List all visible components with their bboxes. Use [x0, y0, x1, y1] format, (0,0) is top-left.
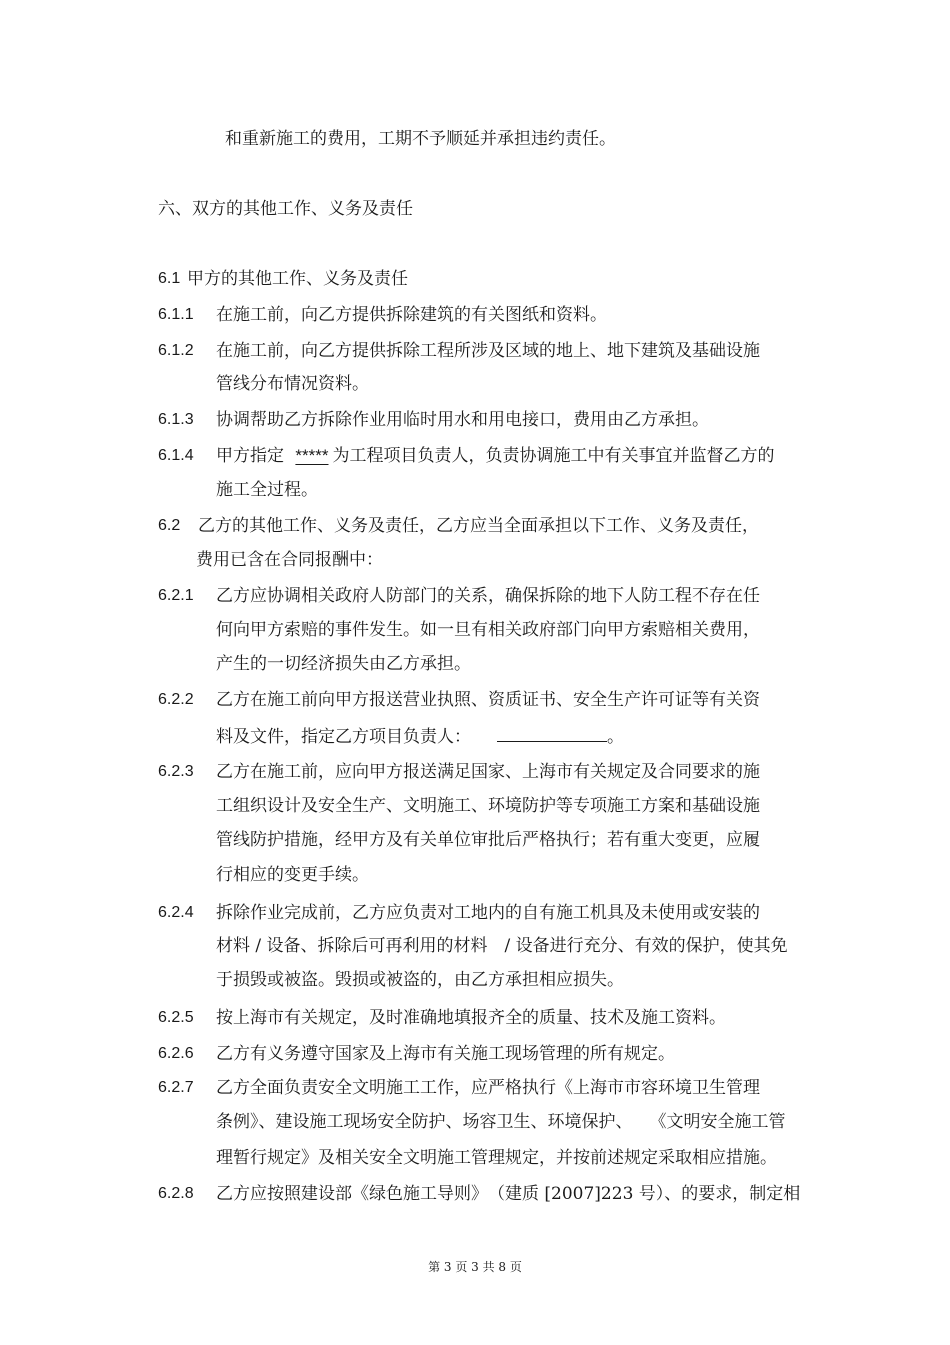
clause-text: 乙方在施工前，应向甲方报送满足国家、上海市有关规定及合同要求的施 — [216, 762, 760, 782]
paragraph-continuation: 和重新施工的费用，工期不予顺延并承担违约责任。 — [225, 129, 616, 149]
page-footer: 第 3 页 3 共 8 页 — [428, 1260, 522, 1274]
clause-number: 6.2.4 — [158, 904, 194, 921]
clause-text-post: 为工程项目负责人，负责协调施工中有关事宜并监督乙方的 — [332, 446, 775, 466]
clause-text: 费用已含在合同报酬中： — [196, 550, 383, 570]
clause-text: 乙方应按照建设部《绿色施工导则》 （建质 [2007]223 号）、的要求，制定相 — [216, 1184, 801, 1204]
clause-text: 在施工前，向乙方提供拆除建筑的有关图纸和资料。 — [216, 305, 607, 325]
clause-text: 管线防护措施，经甲方及有关单位审批后严格执行；若有重大变更，应履 — [216, 830, 760, 850]
clause-text: 施工全过程。 — [216, 480, 318, 500]
clause-text-pre: 料及文件，指定乙方项目负责人： — [216, 727, 471, 747]
clause-text: 乙方应协调相关政府人防部门的关系，确保拆除的地下人防工程不存在任 — [216, 586, 760, 606]
clause-text: 乙方全面负责安全文明施工工作，应严格执行《上海市市容环境卫生管理 — [216, 1078, 760, 1098]
clause-number: 6.2.6 — [158, 1045, 194, 1062]
clause-number: 6.1.2 — [158, 342, 194, 359]
clause-text: 何向甲方索赔的事件发生。如一旦有相关政府部门向甲方索赔相关费用， — [216, 620, 760, 640]
clause-number: 6.1 — [158, 270, 181, 287]
blank-fill-line — [497, 725, 607, 742]
clause-number: 6.2.8 — [158, 1185, 194, 1202]
clause-number: 6.2 — [158, 517, 181, 534]
clause-text: 乙方的其他工作、义务及责任，乙方应当全面承担以下工作、义务及责任， — [198, 516, 759, 536]
clause-number: 6.2.3 — [158, 763, 194, 780]
clause-number: 6.2.2 — [158, 691, 194, 708]
clause-text: 材料 / 设备、拆除后可再利用的材料 / 设备进行充分、有效的保护，使其免 — [216, 936, 788, 956]
clause-text-pre: 甲方指定 — [216, 446, 284, 466]
section-6-heading: 六、双方的其他工作、义务及责任 — [158, 199, 413, 219]
clause-number: 6.1.1 — [158, 306, 194, 323]
clause-text — [216, 445, 775, 467]
clause-text: 在施工前，向乙方提供拆除工程所涉及区域的地上、地下建筑及基础设施 — [216, 341, 760, 361]
clause-number: 6.1.4 — [158, 447, 194, 464]
clause-text: 按上海市有关规定，及时准确地填报齐全的质量、技术及施工资料。 — [216, 1008, 726, 1028]
clause-text: 乙方在施工前向甲方报送营业执照、资质证书、安全生产许可证等有关资 — [216, 690, 760, 710]
clause-text: 条例》、建设施工现场安全防护、场容卫生、环境保护、 《文明安全施工管 — [216, 1112, 786, 1132]
clause-text: 产生的一切经济损失由乙方承担。 — [216, 654, 471, 674]
clause-text: 于损毁或被盗。毁损或被盗的，由乙方承担相应损失。 — [216, 970, 624, 990]
clause-number: 6.2.7 — [158, 1079, 194, 1096]
clause-text: 甲方的其他工作、义务及责任 — [187, 269, 408, 289]
clause-text: 理暂行规定》及相关安全文明施工管理规定，并按前述规定采取相应措施。 — [216, 1148, 777, 1168]
clause-text: 拆除作业完成前，乙方应负责对工地内的自有施工机具及未使用或安装的 — [216, 903, 760, 923]
clause-number: 6.2.5 — [158, 1009, 194, 1026]
clause-text: 乙方有义务遵守国家及上海市有关施工现场管理的所有规定。 — [216, 1044, 675, 1064]
clause-number: 6.1.3 — [158, 411, 194, 428]
project-manager-name: ***** — [295, 446, 329, 465]
clause-text: 管线分布情况资料。 — [216, 374, 369, 394]
clause-number: 6.2.1 — [158, 587, 194, 604]
clause-text — [216, 725, 624, 748]
clause-text-end: 。 — [607, 727, 624, 747]
clause-text: 工组织设计及安全生产、文明施工、环境防护等专项施工方案和基础设施 — [216, 796, 760, 816]
clause-text: 协调帮助乙方拆除作业用临时用水和用电接口，费用由乙方承担。 — [216, 410, 709, 430]
clause-text: 行相应的变更手续。 — [216, 865, 369, 885]
